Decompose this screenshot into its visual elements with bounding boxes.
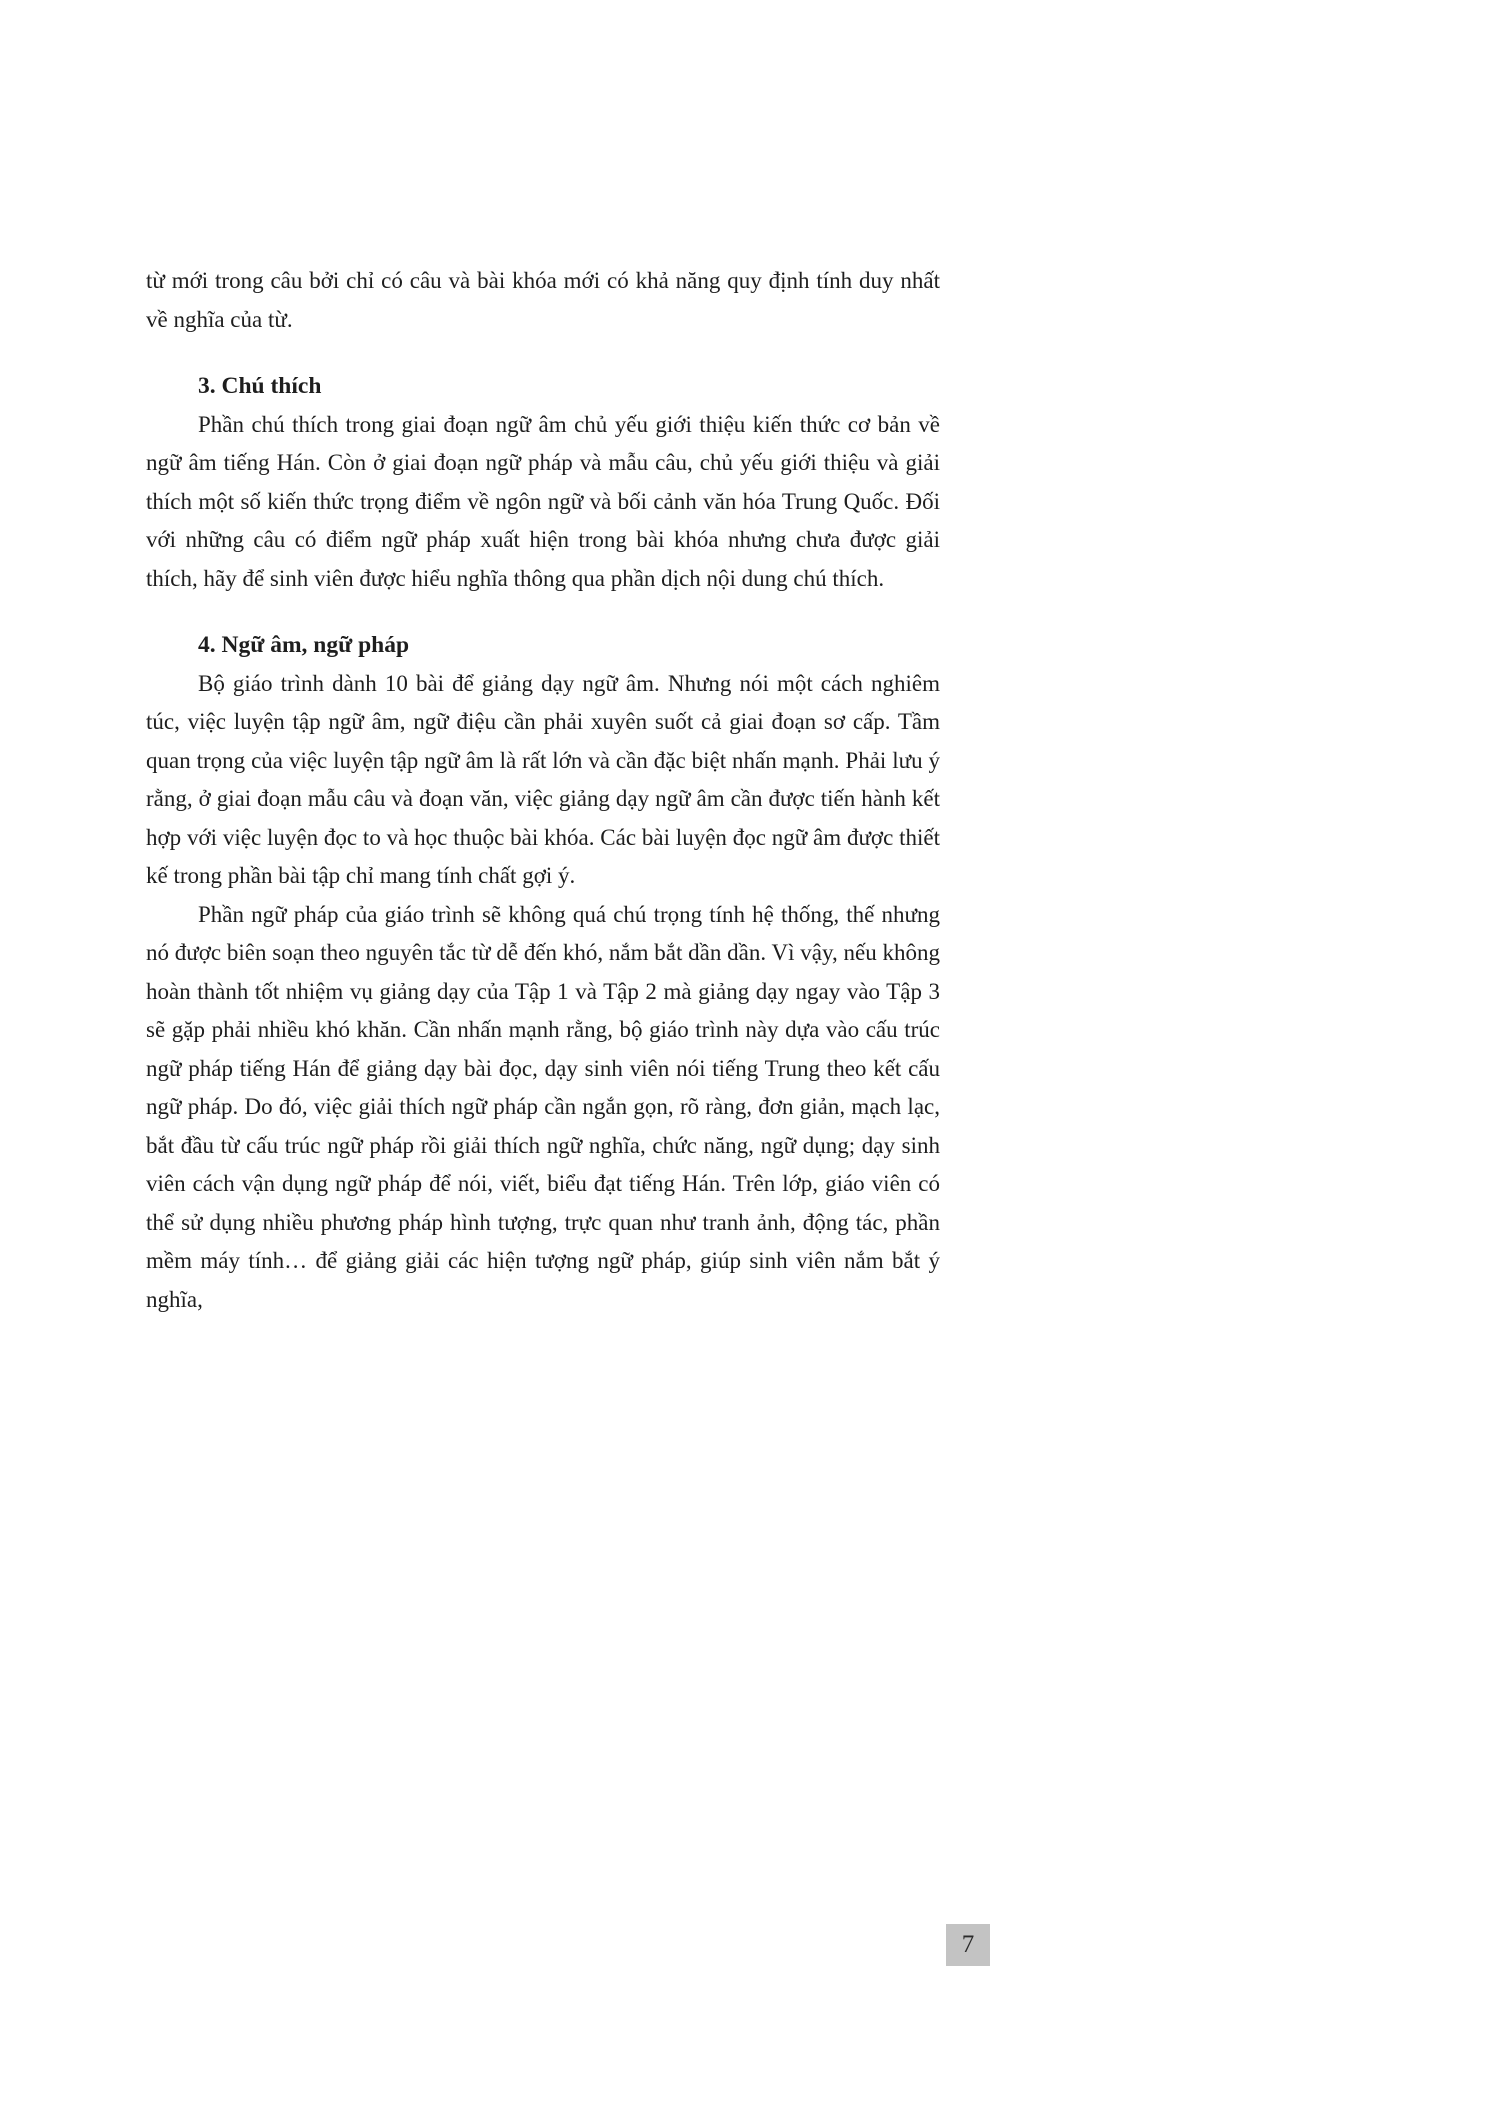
paragraph-section-3: Phần chú thích trong giai đoạn ngữ âm chủ yếu giới thiệu kiến thức cơ bản về ngữ âm tiếng Hán. Còn ở giai đoạn ngữ pháp và mẫu câu, chủ yếu giới thiệu và giải thích một số kiến thức trọng điểm về ngôn ngữ và bối cảnh văn hóa Trung Quốc. Đối với những câu có điểm ngữ pháp xuất hiện trong bài khóa nhưng chưa được giải thích, hãy để sinh viên được hiểu nghĩa thông qua phần dịch nội dung chú thích.	[146, 411, 940, 591]
page-number-badge	[946, 1924, 990, 1966]
section-heading-3: 3. Chú thích	[198, 373, 322, 399]
paragraph-section-4b: Phần ngữ pháp của giáo trình sẽ không quá chú trọng tính hệ thống, thế nhưng nó được biên soạn theo nguyên tắc từ dễ đến khó, nắm bắt dần dần. Vì vậy, nếu không hoàn thành tốt nhiệm vụ giảng dạy của Tập 1 và Tập 2 mà giảng dạy ngay vào Tập 3 sẽ gặp phải nhiều khó khăn. Cần nhấn mạnh rằng, bộ giáo trình này dựa vào cấu trúc ngữ pháp tiếng Hán để giảng dạy bài đọc, dạy sinh viên nói tiếng Trung theo kết cấu ngữ pháp. Do đó, việc giải thích ngữ pháp cần ngắn gọn, rõ ràng, đơn giản, mạch lạc, bắt đầu từ cấu trúc ngữ pháp rồi giải thích ngữ nghĩa, chức năng, ngữ dụng; dạy sinh viên cách vận dụng ngữ pháp để nói, viết, biểu đạt tiếng Hán. Trên lớp, giáo viên có thể sử dụng nhiều phương pháp hình tượng, trực quan như tranh ảnh, động tác, phần mềm máy tính… để giảng giải các hiện tượng ngữ pháp, giúp sinh viên nắm bắt ý nghĩa,	[146, 901, 940, 1312]
paragraph-section-4a: Bộ giáo trình dành 10 bài để giảng dạy ngữ âm. Nhưng nói một cách nghiêm túc, việc luyện tập ngữ âm, ngữ điệu cần phải xuyên suốt cả giai đoạn sơ cấp. Tầm quan trọng của việc luyện tập ngữ âm là rất lớn và cần đặc biệt nhấn mạnh. Phải lưu ý rằng, ở giai đoạn mẫu câu và đoạn văn, việc giảng dạy ngữ âm cần được tiến hành kết hợp với việc luyện đọc to và học thuộc bài khóa. Các bài luyện đọc ngữ âm được thiết kế trong phần bài tập chỉ mang tính chất gợi ý.	[146, 670, 940, 888]
section-heading-4: 4. Ngữ âm, ngữ pháp	[198, 632, 410, 658]
page-number: 7	[961, 1931, 975, 1958]
paragraph-continuation: từ mới trong câu bởi chỉ có câu và bài khóa mới có khả năng quy định tính duy nhất về nghĩa của từ.	[146, 268, 940, 332]
text-block	[146, 262, 940, 1319]
